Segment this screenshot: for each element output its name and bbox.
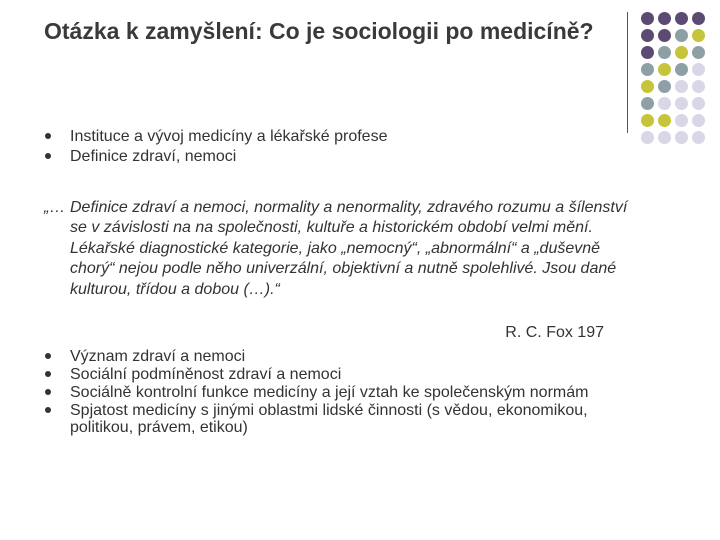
bullet-icon (45, 133, 51, 139)
bullet-icon (45, 153, 51, 159)
quote-block (44, 198, 640, 300)
decorative-dot (692, 29, 705, 42)
decorative-dot (658, 131, 671, 144)
decorative-dot (658, 29, 671, 42)
decorative-dot (692, 80, 705, 93)
quote-text: Definice zdraví a nemoci, normality a nenormality, zdravého rozumu a šílenství se v závislosti na na společnosti, kultuře a historickém období velmi mění. Lékařské diagnostické kategorie, jako „nemocný“, „abnormální“ a „duševně chorý“ nejou podle něho univerzální, objektivní a nutně spolehlivé. Jsou dané kulturou, třídou a dobou (…).“ (70, 199, 628, 298)
bullet-item (44, 366, 644, 383)
decorative-dot (641, 63, 654, 76)
decorative-dot (675, 63, 688, 76)
decorative-dot (658, 46, 671, 59)
decorative-dot (675, 114, 688, 127)
bullet-item (44, 348, 644, 365)
decorative-dot (692, 114, 705, 127)
quote-citation: R. C. Fox 197 (505, 324, 604, 341)
decorative-divider-line (627, 12, 628, 133)
bullet-icon (45, 389, 51, 395)
decorative-dot (692, 46, 705, 59)
decorative-dot (641, 80, 654, 93)
decorative-dot (641, 97, 654, 110)
top-bullet-list (44, 128, 644, 168)
decorative-dot (658, 114, 671, 127)
bullet-item (44, 402, 644, 436)
bullet-text: Definice zdraví, nemoci (70, 148, 237, 165)
bullet-item (44, 148, 644, 165)
decorative-dot (675, 131, 688, 144)
decorative-dot (675, 12, 688, 25)
bottom-bullet-list (44, 348, 644, 437)
bullet-text: Význam zdraví a nemoci (70, 348, 246, 365)
quote-open-mark: „… (44, 199, 66, 216)
decorative-dot (692, 63, 705, 76)
decorative-dot (692, 12, 705, 25)
decorative-dot (692, 131, 705, 144)
decorative-dot (658, 63, 671, 76)
decorative-dot (658, 80, 671, 93)
decorative-dot (641, 114, 654, 127)
slide-title: Otázka k zamyšlení: Co je sociologii po medicíně? (44, 18, 594, 44)
decorative-dot (692, 97, 705, 110)
bullet-text: Sociálně kontrolní funkce medicíny a její vztah ke společenským normám (70, 384, 589, 401)
bullet-text: Sociální podmíněnost zdraví a nemoci (70, 366, 342, 383)
decorative-dot (675, 29, 688, 42)
bullet-text: Instituce a vývoj medicíny a lékařské profese (70, 128, 388, 145)
decorative-dot (641, 29, 654, 42)
bullet-item (44, 384, 644, 401)
bullet-icon (45, 407, 51, 413)
decorative-dot (641, 46, 654, 59)
bullet-icon (45, 371, 51, 377)
decorative-dot (675, 97, 688, 110)
decorative-dot (675, 46, 688, 59)
bullet-item (44, 128, 644, 145)
bullet-text: Spjatost medicíny s jinými oblastmi lidské činnosti (s vědou, ekonomikou, politikou, právem, etikou) (70, 402, 588, 436)
decorative-dot (658, 12, 671, 25)
decorative-dot (658, 97, 671, 110)
bullet-icon (45, 353, 51, 359)
decorative-dot (641, 12, 654, 25)
decorative-dot (675, 80, 688, 93)
